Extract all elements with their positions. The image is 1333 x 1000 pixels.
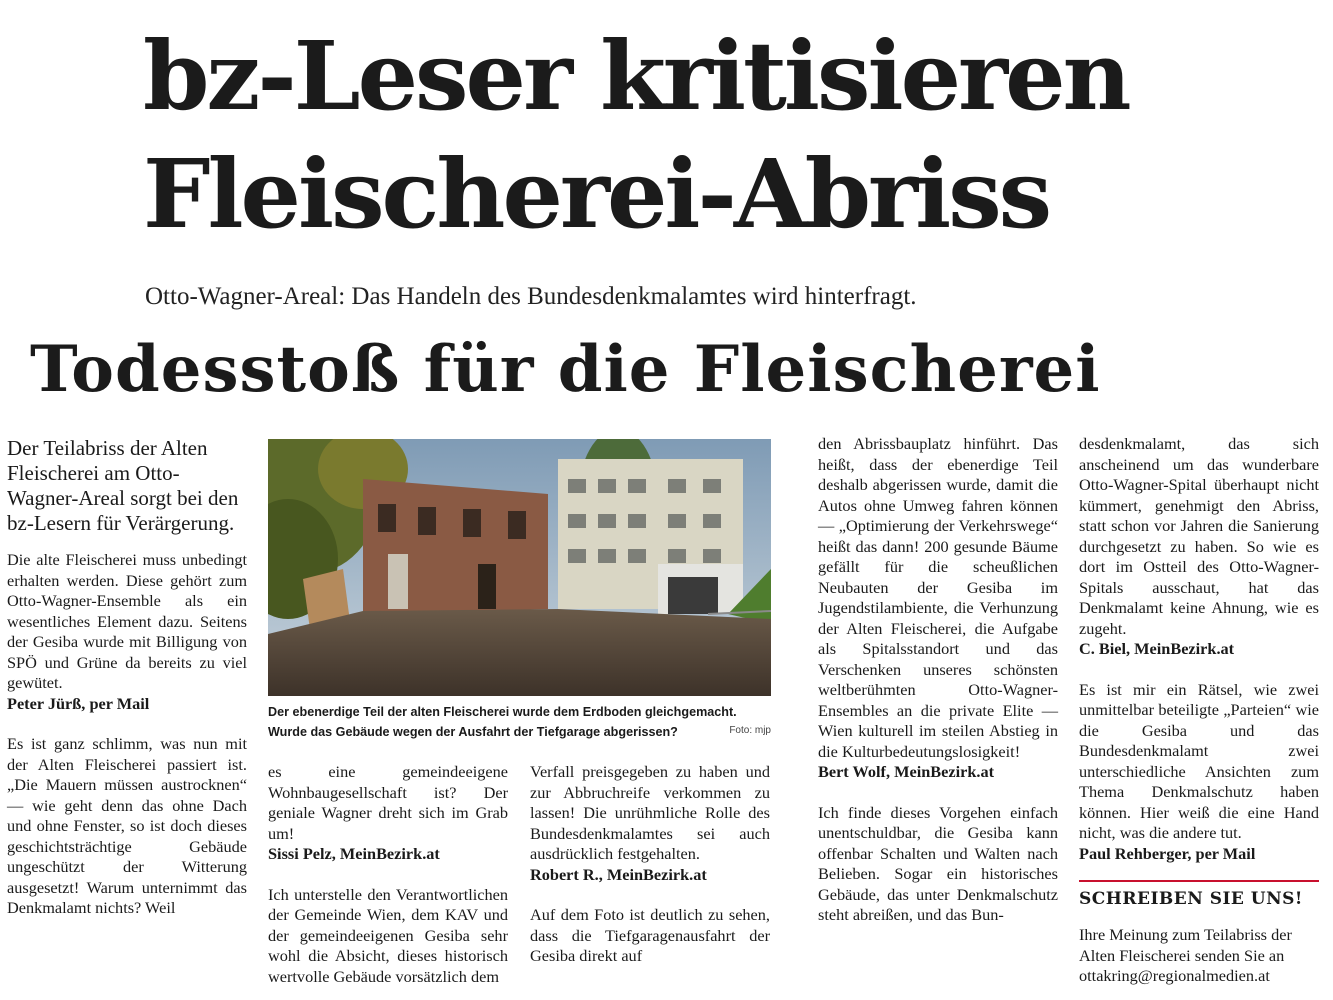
subline: Otto-Wagner-Areal: Das Handeln des Bundesdenkmalamtes wird hinterfragt. xyxy=(145,283,917,310)
letter-paragraph: Ich unterstelle den Verantwortlichen der Gemeinde Wien, dem KAV und der gemeindeeigenen Gesiba sehr wohl die Absicht, dieses historisch wertvolle Gebäude vorsätzlich dem xyxy=(268,884,508,986)
headline: bz-Leser kritisieren Fleischerei-Abriss xyxy=(143,21,1129,250)
article-column-2 xyxy=(268,762,508,987)
write-us-text: Ihre Meinung zum Teilabriss der Alten Fleischerei senden Sie an ottakring@regionalmedien.at xyxy=(1079,925,1292,985)
article-column-3 xyxy=(530,762,770,967)
letter-paragraph: Die alte Fleischerei muss unbedingt erhalten werden. Diese gehört zum Otto-Wagner-Ensemble als ein wesentliches Element dazu. Seitens der Gesiba wurde mit Billigung von SPÖ und Grüne da bereits zu viel gewütet. xyxy=(7,550,247,692)
second-headline: Todesstoß für die Fleischerei xyxy=(30,332,1101,407)
letter-paragraph: den Abrissbauplatz hinführt. Das heißt, dass der ebenerdige Teil deshalb abgerissen wurde, damit die Autos ohne Umweg fahren können — „Optimierung der Verkehrswege“ heißt das dann! 200 gesunde Bäume gefällt für die scheußlichen Neubauten der Gesiba im Jugendstilambiente, die Verhunzung der Alten Fleischerei, die Aufgabe als Spitalsstandort und das Verschenken unseres schönsten weltberühmten Otto-Wagner-Ensembles an die private Elite — Wien kulturell im steilen Abstieg in die Kulturbedeutungslosigkeit! xyxy=(818,434,1058,761)
letter-paragraph: es eine gemeindeeigene Wohnbaugesellschaft ist? Der geniale Wagner dreht sich im Grab um! xyxy=(268,762,508,843)
letter-signature: Paul Rehberger, per Mail xyxy=(1079,843,1256,863)
write-us-heading: SCHREIBEN SIE UNS! xyxy=(1079,889,1303,909)
article-column-5 xyxy=(1079,434,1319,864)
letter-signature: C. Biel, MeinBezirk.at xyxy=(1079,639,1235,658)
photo-credit: Foto: mjp xyxy=(729,725,771,736)
article-photo xyxy=(268,439,771,696)
article-column-1 xyxy=(7,436,247,919)
article-column-4 xyxy=(818,434,1058,926)
lead-paragraph: Der Teilabriss der Alten Fleischerei am Otto-Wagner-Areal sorgt bei den bz-Lesern für Verärgerung. xyxy=(7,436,239,535)
letter-paragraph: Auf dem Foto ist deutlich zu sehen, dass die Tiefgaragenausfahrt der Gesiba direkt auf xyxy=(530,905,770,965)
letter-signature: Bert Wolf, MeinBezirk.at xyxy=(818,762,995,781)
letter-paragraph: desdenkmalamt, das sich anscheinend um das wunderbare Otto-Wagner-Spital überhaupt nicht kümmert, genehmigt den Abriss, statt schon vor Jahren die Sanierung durchgesetzt zu haben. So wie es dort im Ostteil des Otto-Wagner-Spitals ausschaut, hat das Denkmalamt keine Ahnung, wie es zugeht. xyxy=(1079,434,1319,638)
letter-paragraph: Es ist ganz schlimm, was nun mit der Alten Fleischerei passiert ist. „Die Mauern müssen austrocknen“ — wie geht denn das ohne Dach und ohne Fenster, so ist doch dieses geschichtsträchtige Gebäude ungeschützt der Witterung ausgesetzt! Warum unternimmt das Denkmalamt nichts? Weil xyxy=(7,734,247,917)
letter-signature: Peter Jürß, per Mail xyxy=(7,693,150,713)
letter-paragraph: Verfall preisgegeben zu haben und zur Abbruchreife verkommen zu lassen! Die unrühmliche Rolle des Bundesdenkmalamtes sei auch ausdrücklich festgehalten. xyxy=(530,762,770,863)
accent-rule xyxy=(1079,880,1319,882)
letter-signature: Sissi Pelz, MeinBezirk.at xyxy=(268,844,440,863)
letter-paragraph: Es ist mir ein Rätsel, wie zwei unmittelbar beteiligte „Parteien“ wie die Gesiba und das Bundesdenkmalamt zwei unterschiedliche Ansichten zum Thema Denkmalschutz haben können. Hier weiß die eine Hand nicht, was die andere tut. xyxy=(1079,679,1319,842)
caption-text: Der ebenerdige Teil der alten Fleischerei wurde dem Erdboden gleichgemacht. Wurde das Gebäude wegen der Ausfahrt der Tiefgarage abgerissen? xyxy=(268,705,737,739)
letter-signature: Robert R., MeinBezirk.at xyxy=(530,864,707,884)
photo-caption xyxy=(268,702,771,742)
letter-paragraph: Ich finde dieses Vorgehen einfach unentschuldbar, die Gesiba kann offenbar Schalten und Walten nach Belieben. Sogar ein historisches Gebäude, das unter Denkmalschutz steht abreißen, und das Bun- xyxy=(818,802,1058,924)
